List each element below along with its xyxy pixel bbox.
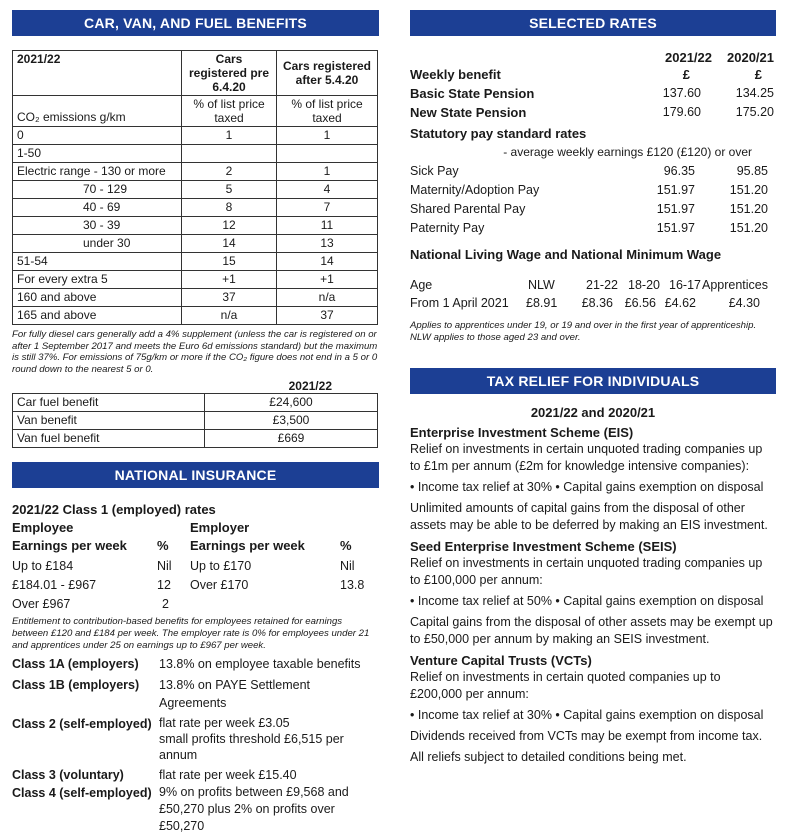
tax-relief-banner: TAX RELIEF FOR INDIVIDUALS [410, 368, 776, 394]
eis-bullets: • Income tax relief at 30% • Capital gains exemption on disposal [410, 480, 764, 495]
relief-years: 2021/22 and 2020/21 [530, 405, 656, 421]
vct-bullets: • Income tax relief at 30% • Capital gains exemption on disposal [410, 708, 764, 723]
list-item: Class 2 (self-employed) flat rate per week £3.05 small profits threshold £6,515 per annum [12, 716, 344, 763]
table-row: Electric range - 130 or more 2 1 [13, 163, 378, 181]
vct-extra: Dividends received from VCTs may be exempt from income tax. [410, 729, 763, 744]
car-benefit-table [12, 50, 378, 325]
table-row: Maternity/Adoption Pay 151.97 151.20 [410, 183, 768, 197]
pct-header-after: % of list price taxed [277, 96, 378, 127]
employer-rates [190, 557, 364, 614]
statutory-subtitle: - average weekly earnings £120 (£120) or over [503, 145, 752, 159]
pension-rows [410, 84, 776, 122]
list-item: Over £967 2 [12, 597, 169, 612]
list-item: Class 4 (self-employed) 9% on profits between £9,568 and £50,270 plus 2% on profits over £50,270 [12, 785, 349, 834]
table-row: Paternity Pay 151.97 151.20 [410, 221, 768, 235]
list-item: Class 1A (employers) 13.8% on employee taxable benefits [12, 657, 361, 672]
table-row: under 30 14 13 [13, 235, 378, 253]
table-row: 0 1 1 [13, 127, 378, 145]
eis-description: Relief on investments in certain unquoted trading companies up to £1m per annum (£2m for knowledge intensive companies): [410, 442, 763, 474]
selected-rates-banner: SELECTED RATES [410, 10, 776, 36]
statutory-rows [410, 162, 776, 238]
seis-bullets: • Income tax relief at 50% • Capital gains exemption on disposal [410, 594, 764, 609]
fuel-benefit-table [12, 393, 378, 448]
list-item: Up to £170 Nil [190, 559, 355, 574]
table-row: 1-50 [13, 145, 378, 163]
co2-label: CO₂ emissions g/km [13, 96, 182, 127]
vct-title: Venture Capital Trusts (VCTs) [410, 653, 592, 669]
employer-heading: Employer [190, 520, 250, 536]
col-header-pre: Cars registered pre 6.4.20 [182, 51, 277, 96]
table-row: Van fuel benefit £669 [13, 430, 378, 448]
table-row: 40 - 69 8 7 [13, 199, 378, 217]
pct-header-pre: % of list price taxed [182, 96, 277, 127]
wage-title: National Living Wage and National Minimum Wage [410, 247, 722, 262]
relief-content [410, 404, 776, 766]
ni-note: Entitlement to contribution-based benefits for employees retained for earnings between £120 and £184 per week. The employer rate is 0% for employees under 21 and apprentices under 25 on earnings up to £967 per week. [12, 616, 370, 651]
right-column: SELECTED RATES 2021/22 2020/21 Weekly benefit £ £ Basic State Pension 137.60 134.25 New State Pension 179.60 175.20 Statutory pay standard rates - average weekly earnings £120 (£120) or over Sick Pay 96.35 95.85 Maternity/Adoption Pay 151.97 151.20 Shared Parental Pay 151.97 151.20 Paternity Pay 151.97 151.20 National Living Wage and National Minimum Wage Age NLW 21-22 18-20 16-17 Apprentices From 1 April 2021 £8.91 £8.36 £6.56 £4.62 £4.30 Applies to apprentices under 19, or 19 and over in the first year of apprenticeship. NLW applies to those aged 23 and over. TAX RELIEF FOR INDIVIDUALS 2021/22 and 2020/21 Enterprise Investment Scheme (EIS) Relief on investments in certain unquoted trading companies up to £1m per annum (£2m for knowledge intensive companies): • Income tax relief at 30% • Capital gains exemption on disposal Unlimited amounts of capital gains from the disposal of other assets may be able to be deferred by making an EIS investment. Seed Enterprise Investment Scheme (SEIS) Relief on investments in certain unquoted trading companies up to £100,000 per annum: • Income tax relief at 50% • Capital gains exemption on disposal Capital gains from the disposal of other assets may be exempt up to £50,000 per annum by making an SEIS investment. Venture Capital Trusts (VCTs) Relief on investments in certain quoted companies up to £200,000 per annum: • Income tax relief at 30% • Capital gains exemption on disposal Dividends received from VCTs may be exempt from income tax. All reliefs subject to detailed conditions being met. [410, 10, 776, 766]
table-row: Shared Parental Pay 151.97 151.20 [410, 202, 768, 216]
table-row: Van benefit £3,500 [13, 412, 378, 430]
ni-classes [12, 655, 379, 835]
table-row: 51-54 15 14 [13, 253, 378, 271]
table-row: 165 and above n/a 37 [13, 307, 378, 325]
ni-title: 2021/22 Class 1 (employed) rates [12, 502, 216, 518]
employee-rates [12, 557, 190, 614]
fuel-year-header: 2021/22 [288, 379, 332, 394]
wage-header-row: Age NLW 21-22 18-20 16-17 Apprentices [410, 278, 768, 292]
table-row: Car fuel benefit £24,600 [13, 394, 378, 412]
statutory-title: Statutory pay standard rates [410, 126, 587, 141]
table-year-header: 2021/22 [13, 51, 182, 96]
employer-earnings-header: Earnings per week [190, 538, 305, 554]
left-column [12, 10, 379, 835]
seis-extra: Capital gains from the disposal of other assets may be exempt up to £50,000 per annum by making an SEIS investment. [410, 615, 773, 647]
seis-description: Relief on investments in certain unquoted trading companies up to £100,000 per annum: [410, 556, 763, 588]
table-row: 30 - 39 12 11 [13, 217, 378, 235]
list-item: Class 1B (employers) 13.8% on PAYE Settlement Agreements [12, 678, 311, 711]
ni-rates [12, 557, 379, 614]
relief-footer: All reliefs subject to detailed conditions being met. [410, 750, 687, 765]
list-item: Over £170 13.8 [190, 578, 365, 593]
table-row: 160 and above 37 n/a [13, 289, 378, 307]
employee-pct-header: % [157, 538, 169, 554]
employer-pct-header: % [340, 538, 352, 554]
list-item: Up to £184 Nil [12, 559, 172, 574]
table-row: For every extra 5 +1 +1 [13, 271, 378, 289]
eis-extra: Unlimited amounts of capital gains from the disposal of other assets may be able to be deferred by making an EIS investment. [410, 501, 768, 533]
weekly-benefit-label: Weekly benefit [410, 67, 501, 82]
diesel-note: For fully diesel cars generally add a 4% supplement (unless the car is registered on or after 1 September 2017 and meets the Euro 6d emissions standard) but the maximum is still 37%. For emissions of 75g/km or more if the CO₂ figure does not end in a 5 or 0 round down to the nearest 5 or 0. [12, 329, 378, 375]
list-item: Class 3 (voluntary) flat rate per week £15.40 [12, 768, 297, 783]
employee-earnings-header: Earnings per week [12, 538, 127, 554]
employee-heading: Employee [12, 520, 74, 536]
col-2021-header: 2021/22 [665, 50, 712, 65]
wage-value-row: From 1 April 2021 £8.91 £8.36 £6.56 £4.62 £4.30 [410, 296, 760, 310]
col-header-after: Cars registered after 5.4.20 [277, 51, 378, 96]
seis-title: Seed Enterprise Investment Scheme (SEIS) [410, 539, 677, 555]
car-benefits-banner: CAR, VAN, AND FUEL BENEFITS [12, 10, 379, 36]
table-row: Basic State Pension 137.60 134.25 [410, 86, 774, 101]
national-insurance-banner: NATIONAL INSURANCE [12, 462, 379, 488]
table-row: 70 - 129 5 4 [13, 181, 378, 199]
eis-title: Enterprise Investment Scheme (EIS) [410, 425, 634, 441]
list-item: £184.01 - £967 12 [12, 578, 171, 593]
col-2020-header: 2020/21 [727, 50, 774, 65]
table-row: Sick Pay 96.35 95.85 [410, 164, 768, 178]
table-row: New State Pension 179.60 175.20 [410, 105, 774, 120]
wage-note: Applies to apprentices under 19, or 19 and over in the first year of apprenticeship. NLW applies to those aged 23 and over. [410, 320, 757, 343]
vct-description: Relief on investments in certain quoted companies up to £200,000 per annum: [410, 670, 721, 702]
